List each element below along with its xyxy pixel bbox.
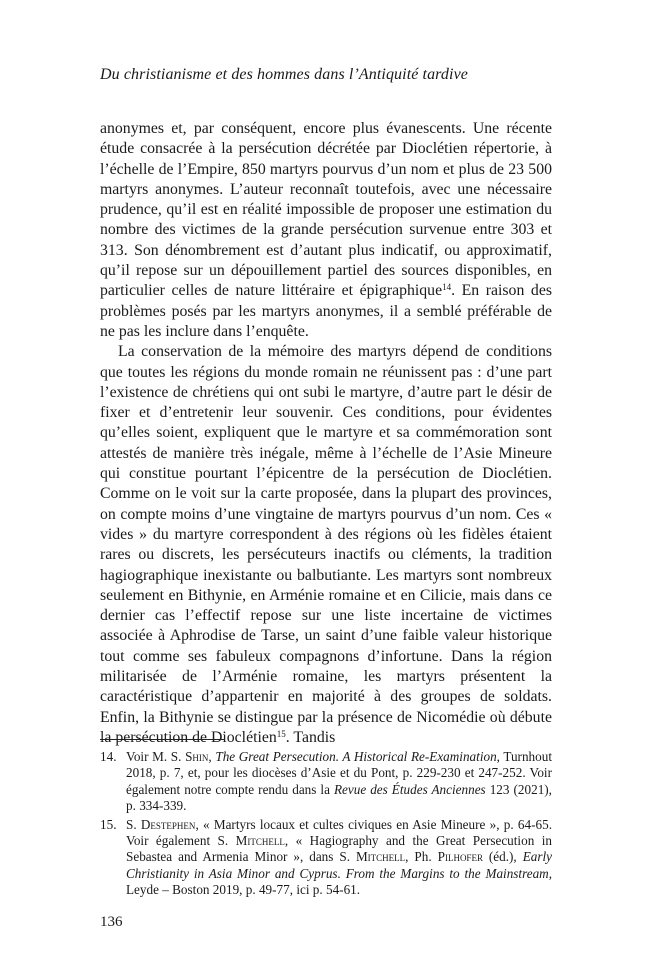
paragraph-text: . Tandis	[285, 728, 336, 746]
work-title: The Great Persecution. A Historical Re-Examination	[215, 749, 497, 764]
author-name: Pilhofer	[437, 849, 483, 865]
work-title: Early Christianity in Asia Minor and Cyprus. From the Margins to the Mainstream	[126, 849, 553, 881]
footnote-number: 14.	[100, 749, 117, 764]
body-text	[100, 119, 552, 748]
footnote-ref[interactable]: 15	[276, 728, 286, 739]
paragraph-text: . En raison des problèmes posés par les martyrs anonymes, il a semblé préférable de ne pas les inclure dans l’enquête.	[100, 282, 552, 340]
page-number: 136	[100, 914, 123, 930]
paragraph	[100, 342, 552, 748]
footnote-number: 15.	[100, 816, 117, 832]
paragraph	[100, 119, 552, 342]
journal-title: Revue des Études Anciennes	[333, 781, 486, 797]
author-name: Shin	[185, 749, 209, 764]
author-name: Mitchell	[235, 833, 285, 849]
running-head: Du christianisme et des hommes dans l’Antiquité tardive	[100, 66, 468, 83]
footnote-separator	[100, 739, 225, 740]
paragraph-text: La conservation de la mémoire des martyrs dépend de conditions que toutes les régions du monde romain ne réunissent pas : d’une part l’existence de chrétiens qui ont subi le martyre, d’autre part le désir de fixer et d’entretenir leur souvenir. Ces conditions, pour évidentes qu’elles soient, expliquent que le martyre et sa commémoration sont attestés de manière très inégale, même à l’échelle de l’Asie Mineure qui constitue pourtant l’épicentre de la persécution de Dioclétien. Comme on le voit sur la carte proposée, dans la plupart des provinces, on compte moins d’une vingtaine de martyrs pourvus d’un nom. Ces « vides » du martyre correspondent à des régions où les fidèles étaient rares ou discrets, les persécuteurs inactifs ou cléments, la tradition hagiographique inexistante ou balbutiante. Les martyrs sont nombreux seulement en Bithynie, en Arménie romaine et en Cilicie, mais dans ce dernier cas l’effectif repose sur une liste incertaine de victimes associée à Aphrodise de Tarse, un saint d’une faible valeur historique tout comme ses fabuleux compagnons d’infortune. Dans la région militarisée de l’Arménie romaine, les martyrs présentent la caractéristique d’appartenir en majorité à des groupes de soldats. Enfin, la Bithynie se distingue par la présence de Nicomédie où débute la persécution de Dioclétien	[100, 343, 552, 746]
author-name: Destephen	[140, 816, 196, 832]
author-name: Mitchell	[355, 849, 406, 865]
footnotes	[100, 749, 552, 901]
footnote-15	[100, 817, 552, 899]
paragraph-text: anonymes et, par conséquent, encore plus évanescents. Une récente étude consacrée à la persécution décrétée par Dioclétien répertorie, à l’échelle de l’Empire, 850 martyrs pourvus d’un nom et plus de 23 500 martyrs anonymes. L’auteur reconnaît toutefois, avec une nécessaire prudence, qu’il est en réalité impossible de proposer une estimation du nombre des victimes de la grande persécution survenue entre 303 et 313. Son dénombrement est d’autant plus indicatif, ou approximatif, qu’il repose sur un dépouillement partiel des sources disponibles, en particulier celles de nature littéraire et épigraphique	[100, 120, 552, 300]
footnote-text: S. Destephen, « Martyrs locaux et cultes civiques en Asie Mineure », p. 64-65. Voir également S. Mitchell, « Hagiography and the Great Persecution in Sebastea and Armenia Minor », dans S. Mitchell, Ph. Pilhofer (éd.), Early Christianity in Asia Minor and Cyprus. From the Margins to the Mainstream, Leyde – Boston 2019, p. 49-77, ici p. 54-61.	[126, 816, 553, 898]
footnote-text: Voir M. S. Shin, The Great Persecution. A Historical Re-Examination, Turnhout 2018, p. 7, et, pour les diocèses d’Asie et du Pont, p. 229-230 et 247-252. Voir également notre compte rendu dans la Revue des Études Anciennes 123 (2021), p. 334-339.	[126, 749, 552, 814]
footnote-ref[interactable]: 14	[442, 282, 452, 293]
footnote-14	[100, 749, 552, 815]
